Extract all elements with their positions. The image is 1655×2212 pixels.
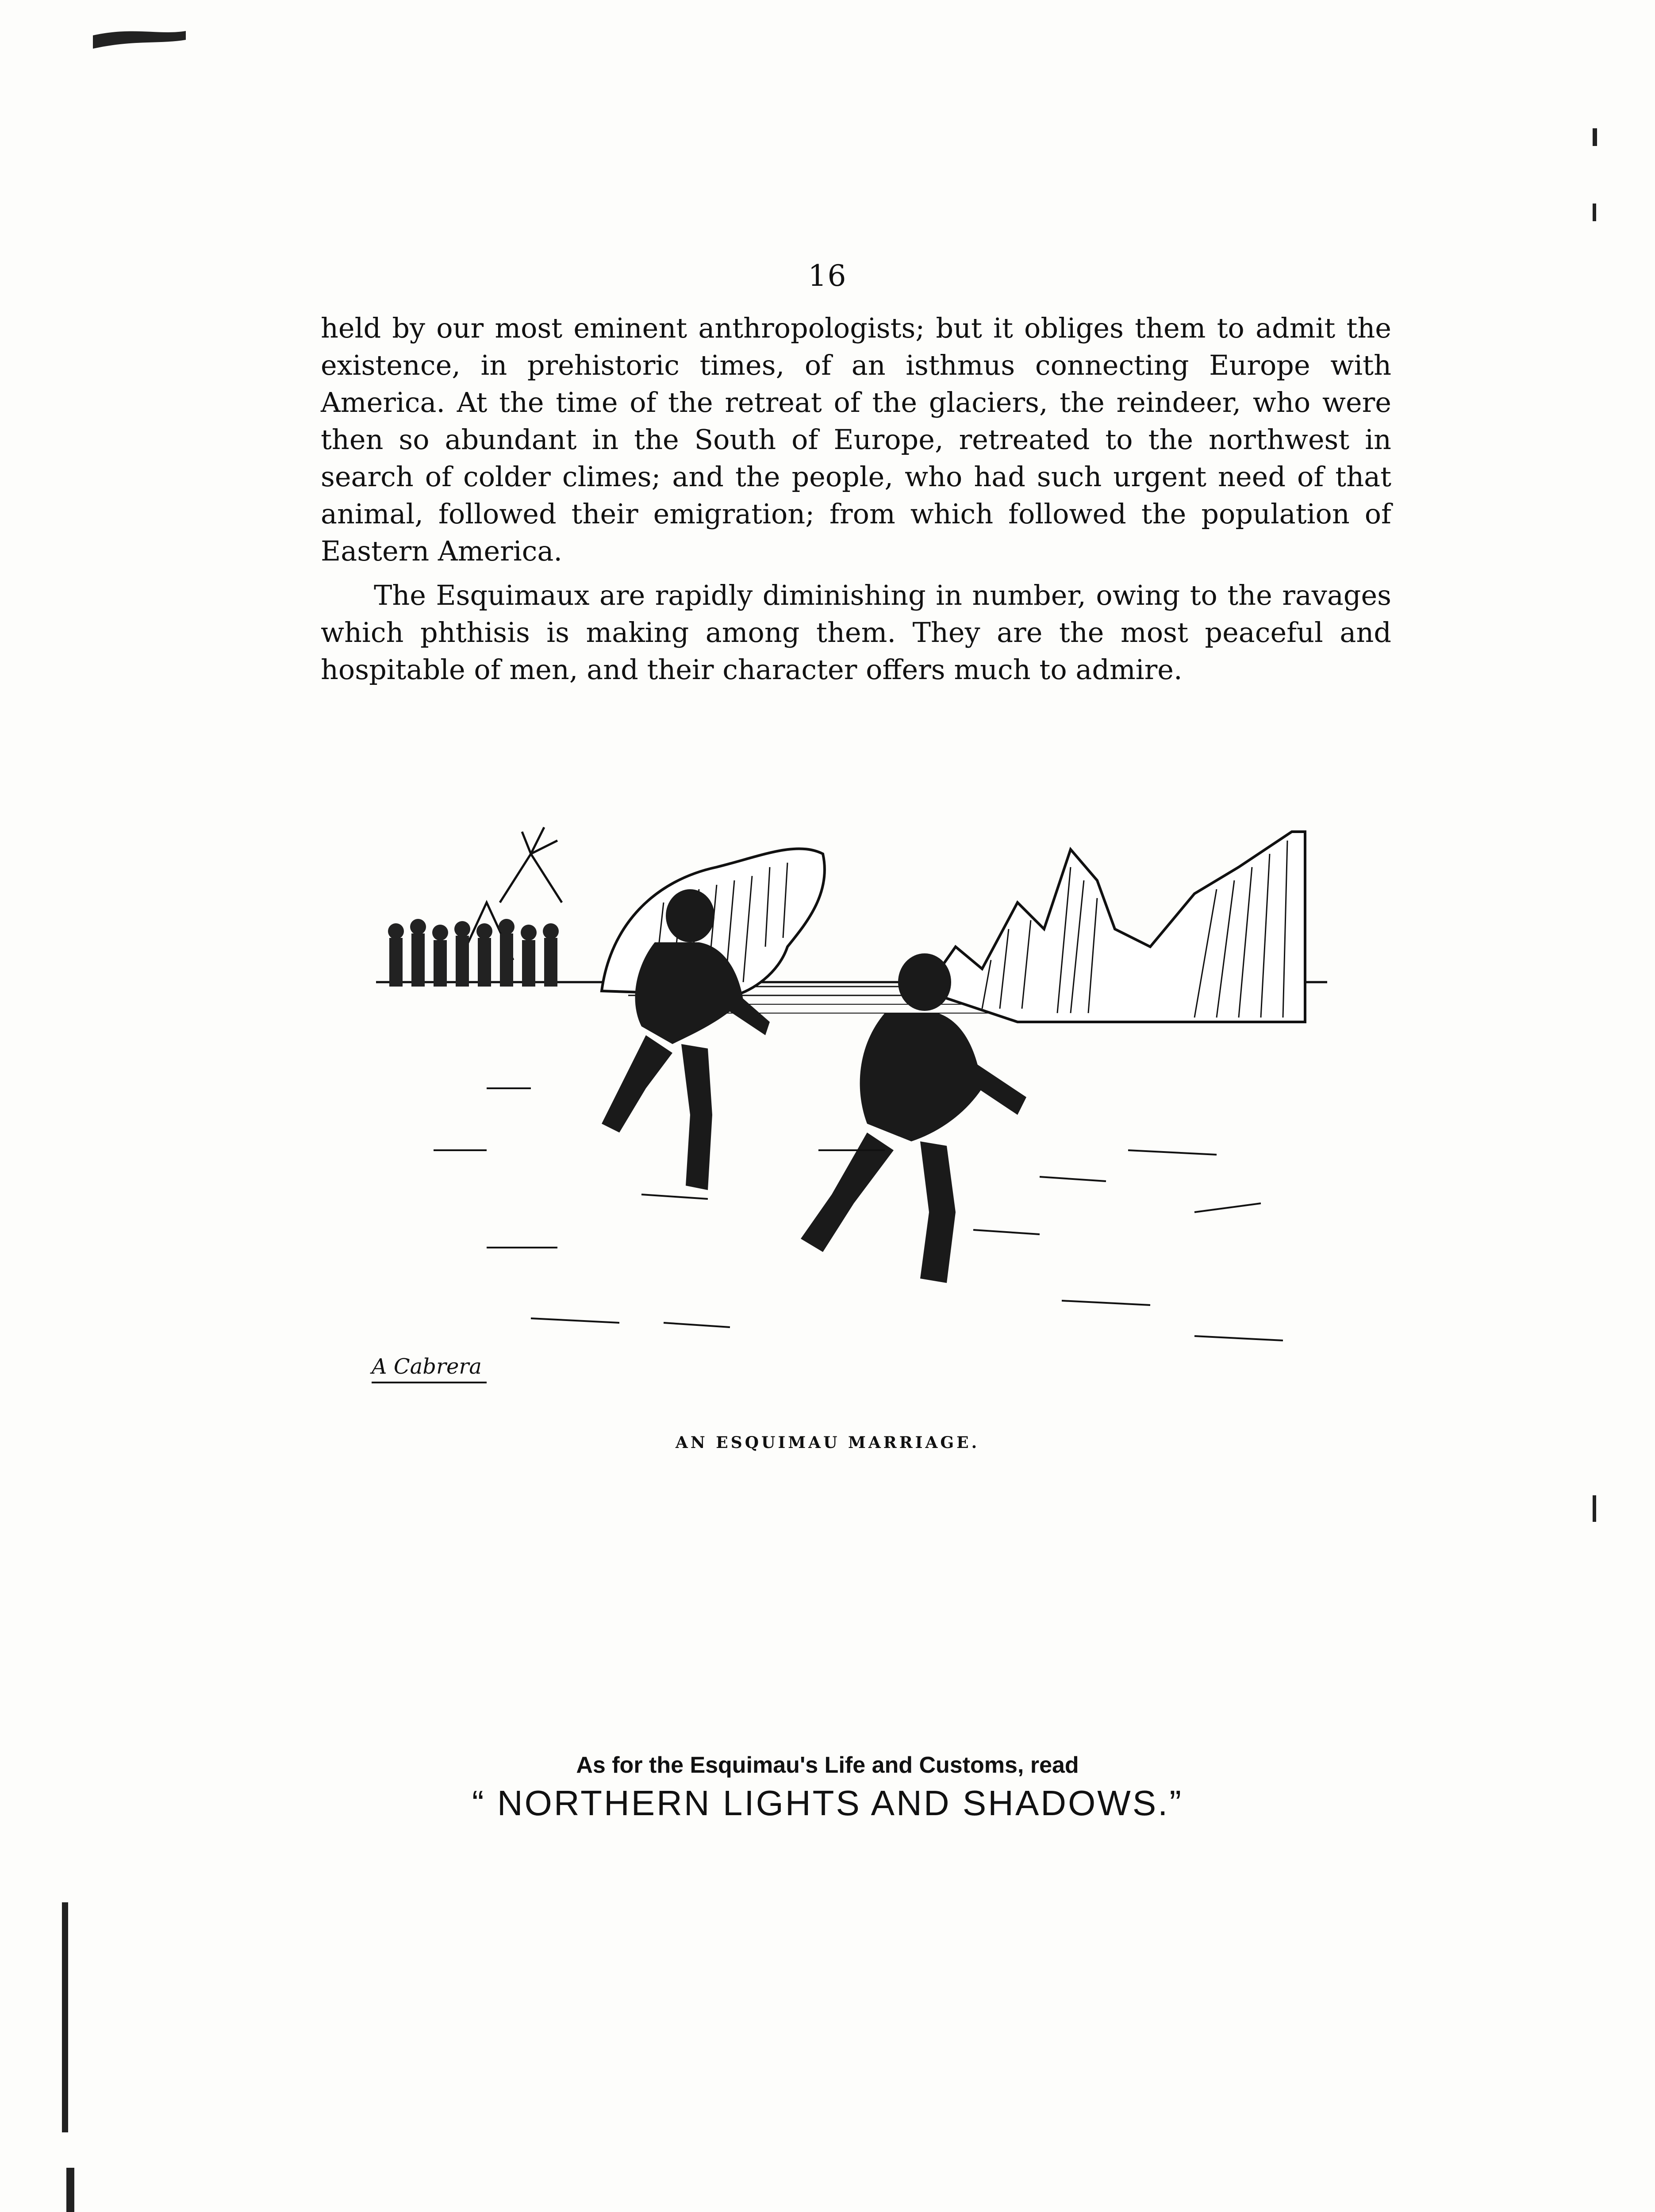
advert-book-title: “ NORTHERN LIGHTS AND SHADOWS.” (472, 1783, 1183, 1823)
illustration-caption: AN ESQUIMAU MARRIAGE. (675, 1433, 980, 1452)
paragraph-1: held by our most eminent anthropologists; but it obliges them to admit the existence, in prehistoric times, of an isthmus connecting Europe with America. At the time of the retreat of the glaciers, the reindeer, who were then so abundant in the South of Europe, retreated to the northwest in search of colder climes; and the people, who had such urgent need of that animal, followed their emigration; from which followed the population of Eastern America. (321, 312, 1391, 567)
advert-line-1: As for the Esquimau's Life and Customs, read (576, 1752, 1079, 1778)
page-number: 16 (808, 259, 847, 293)
esquimau-marriage-illustration (354, 814, 1385, 1425)
artist-signature: A Cabrera (372, 1354, 482, 1379)
paragraph-2: The Esquimaux are rapidly diminishing in number, owing to the ravages which phthisis is making among them. They are the most peaceful and hospitable of men, and their character offers much to admire. (321, 579, 1391, 686)
body-text (321, 310, 1391, 688)
